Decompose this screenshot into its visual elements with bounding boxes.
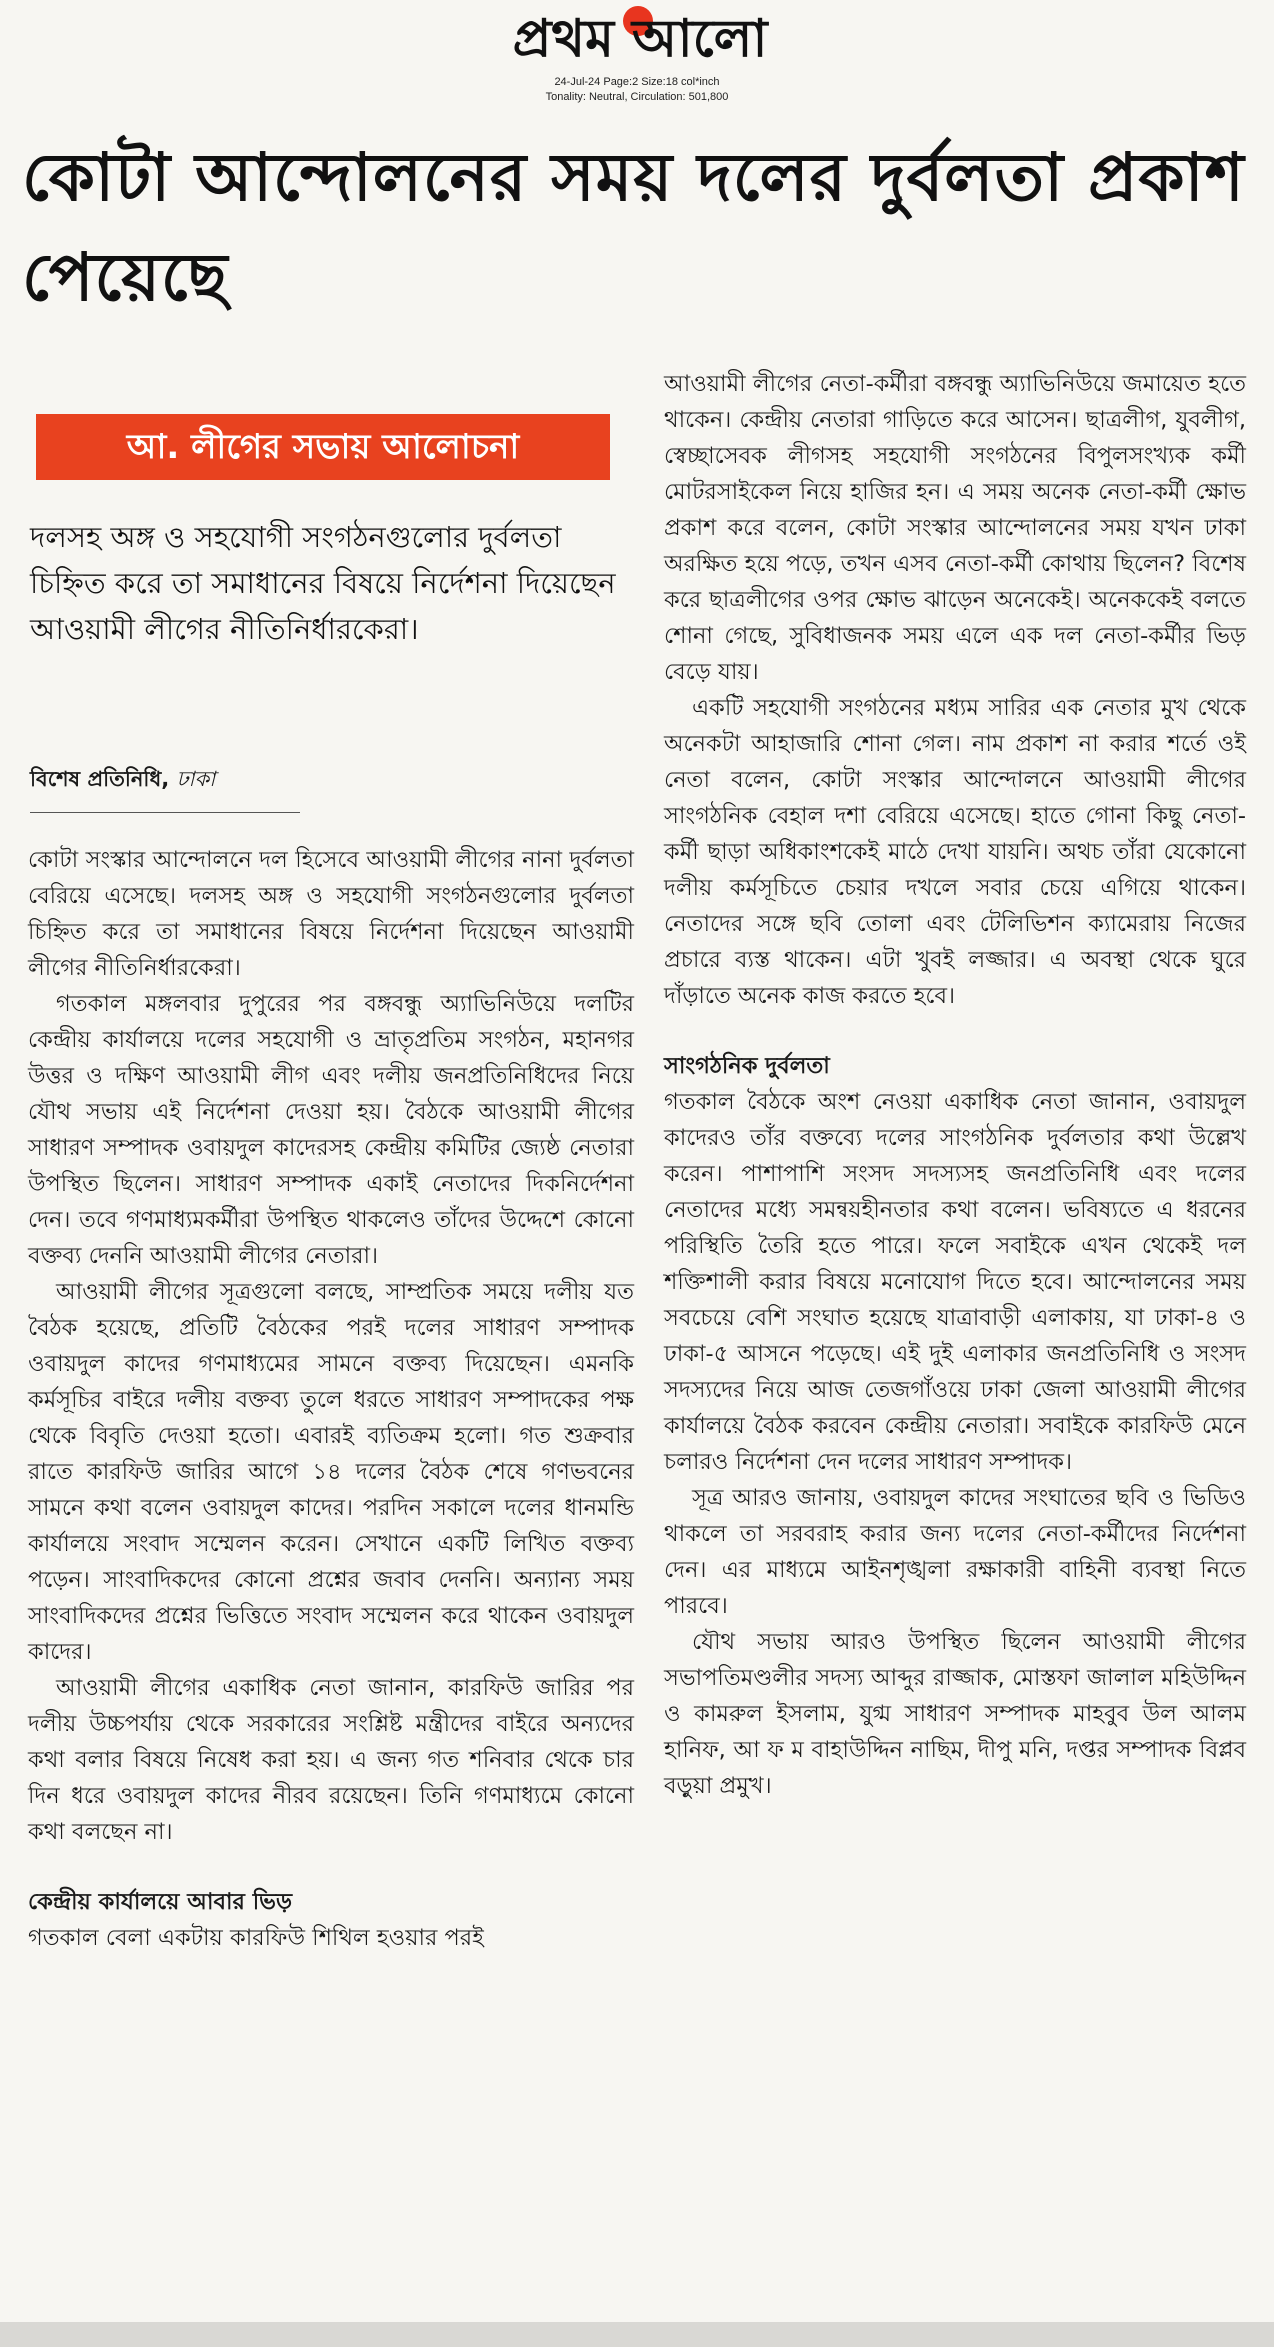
body-paragraph: আওয়ামী লীগের নেতা-কর্মীরা বঙ্গবন্ধু অ্যাভিনিউয়ে জমায়েত হতে থাকেন। কেন্দ্রীয় নেতারা গাড়িতে করে আসেন। ছাত্রলীগ, যুবলীগ, স্বেচ্ছাসেবক লীগসহ সহযোগী সংগঠনের বিপুলসংখ্যক কর্মী মোটরসাইকেল নিয়ে হাজির হন। এ সময় অনেক নেতা-কর্মী ক্ষোভ প্রকাশ করে বলেন, কোটা সংস্কার আন্দোলনের সময় যখন ঢাকা অরক্ষিত হয়ে পড়ে, তখন এসব নেতা-কর্মী কোথায় ছিলেন? বিশেষ করে ছাত্রলীগের ওপর ক্ষোভ ঝাড়েন অনেকেই। অনেককেই বলতে শোনা গেছে, সুবিধাজনক সময় এলে এক দল নেতা-কর্মীর ভিড় বেড়ে যায়। xyxy=(664,371,1246,685)
body-paragraph: গতকাল বেলা একটায় কারফিউ শিথিল হওয়ার পরই xyxy=(28,1925,484,1951)
clipping-meta-line2: Tonality: Neutral, Circulation: 501,800 xyxy=(545,91,729,103)
body-paragraph: সূত্র আরও জানায়, ওবায়দুল কাদের সংঘাতের ছবি ও ভিডিও থাকলে তা সরবরাহ করার জন্য দলের নেতা-কর্মীদের নির্দেশনা দেন। এর মাধ্যমে আইনশৃঙ্খলা রক্ষাকারী বাহিনী ব্যবস্থা নিতে পারবে। xyxy=(664,1485,1246,1619)
byline-location: ঢাকা xyxy=(176,767,216,791)
body-paragraph: একটি সহযোগী সংগঠনের মধ্যম সারির এক নেতার মুখ থেকে অনেকটা আহাজারি শোনা গেল। নাম প্রকাশ না করার শর্তে ওই নেতা বলেন, কোটা সংস্কার আন্দোলনে আওয়ামী লীগের সাংগঠনিক বেহাল দশা বেরিয়ে এসেছে। হাতে গোনা কিছু নেতা-কর্মী ছাড়া অধিকাংশকেই মাঠে দেখা যায়নি। অথচ তাঁরা যেকোনো দলীয় কর্মসূচিতে চেয়ার দখলে সবার চেয়ে এগিয়ে থাকেন। নেতাদের সঙ্গে ছবি তোলা এবং টেলিভিশন ক্যামেরায় নিজের প্রচারে ব্যস্ত থাকেন। এটা খুবই লজ্জার। এ অবস্থা থেকে ঘুরে দাঁড়াতে অনেক কাজ করতে হবে। xyxy=(664,695,1246,1009)
section-subhead: সাংগঠনিক দুর্বলতা xyxy=(664,1053,830,1079)
body-paragraph: যৌথ সভায় আরও উপস্থিত ছিলেন আওয়ামী লীগের সভাপতিমণ্ডলীর সদস্য আব্দুর রাজ্জাক, মোস্তফা জালাল মহিউদ্দিন ও কামরুল ইসলাম, যুগ্ম সাধারণ সম্পাদক মাহবুব উল আলম হানিফ, আ ফ ম বাহাউদ্দিন নাছিম, দীপু মনি, দপ্তর সম্পাদক বিপ্লব বড়ুয়া প্রমুখ। xyxy=(664,1629,1246,1799)
article-headline: কোটা আন্দোলনের সময় দলের দুর্বলতা প্রকাশ পেয়েছে xyxy=(22,139,1245,316)
body-paragraph: গতকাল বৈঠকে অংশ নেওয়া একাধিক নেতা জানান, ওবায়দুল কাদেরও তাঁর বক্তব্যে দলের সাংগঠনিক দুর্বলতার কথা উল্লেখ করেন। পাশাপাশি সংসদ সদস্যসহ জনপ্রতিনিধি এবং দলের নেতাদের মধ্যে সমন্বয়হীনতার কথা বলেন। ভবিষ্যতে এ ধরনের পরিস্থিতি তৈরি হতে পারে। ফলে সবাইকে এখন থেকেই দল শক্তিশালী করার বিষয়ে মনোযোগ দিতে হবে। আন্দোলনের সময় সবচেয়ে বেশি সংঘাত হয়েছে যাত্রাবাড়ী এলাকায়, যা ঢাকা-৪ ও ঢাকা-৫ আসনে পড়েছে। এই দুই এলাকার জনপ্রতিনিধি ও সংসদ সদস্যদের নিয়ে আজ তেজগাঁওয়ে ঢাকা জেলা আওয়ামী লীগের কার্যালয়ে বৈঠক করবেন কেন্দ্রীয় নেতারা। সবাইকে কারফিউ মেনে চলারও নির্দেশনা দেন দলের সাধারণ সম্পাদক। xyxy=(664,1089,1246,1475)
body-paragraph: গতকাল মঙ্গলবার দুপুরের পর বঙ্গবন্ধু অ্যাভিনিউয়ে দলটির কেন্দ্রীয় কার্যালয়ে দলের সহযোগী ও ভ্রাতৃপ্রতিম সংগঠন, মহানগর উত্তর ও দক্ষিণ আওয়ামী লীগ এবং দলীয় জনপ্রতিনিধিদের নিয়ে যৌথ সভায় এই নির্দেশনা দেওয়া হয়। বৈঠকে আওয়ামী লীগের সাধারণ সম্পাদক ওবায়দুল কাদেরসহ কেন্দ্রীয় কমিটির জ্যেষ্ঠ নেতারা উপস্থিত ছিলেন। সাধারণ সম্পাদক একাই নেতাদের দিকনির্দেশনা দেন। তবে গণমাধ্যমকর্মীরা উপস্থিত থাকলেও তাঁদের উদ্দেশে কোনো বক্তব্য দেননি আওয়ামী লীগের নেতারা। xyxy=(28,991,634,1269)
byline xyxy=(30,763,300,813)
clipping-meta-line1: 24-Jul-24 Page:2 Size:18 col*inch xyxy=(554,76,720,88)
newspaper-logo: প্রথম আলো xyxy=(512,8,768,69)
body-paragraph: আওয়ামী লীগের সূত্রগুলো বলছে, সাম্প্রতিক সময়ে দলীয় যত বৈঠক হয়েছে, প্রতিটি বৈঠকের পরই দলের সাধারণ সম্পাদক ওবায়দুল কাদের গণমাধ্যমের সামনে বক্তব্য দিয়েছেন। এমনকি কর্মসূচির বাইরে দলীয় বক্তব্য তুলে ধরতে সাধারণ সম্পাদকের পক্ষ থেকে বিবৃতি দেওয়া হতো। এবারই ব্যতিক্রম হলো। গত শুক্রবার রাতে কারফিউ জারির আগে ১৪ দলের বৈঠক শেষে গণভবনের সামনে কথা বলেন ওবায়দুল কাদের। পরদিন সকালে দলের ধানমন্ডি কার্যালয়ে সংবাদ সম্মেলন করেন। সেখানে একটি লিখিত বক্তব্য পড়েন। সাংবাদিকদের কোনো প্রশ্নের জবাব দেননি। অন্যান্য সময় সাংবাদিকদের প্রশ্নের ভিত্তিতে সংবাদ সম্মেলন করে থাকেন ওবায়দুল কাদের। xyxy=(28,1279,634,1665)
byline-name: বিশেষ প্রতিনিধি, xyxy=(30,767,177,791)
right-column-body xyxy=(664,366,1246,1804)
left-column-body xyxy=(28,842,634,1956)
masthead xyxy=(0,0,1274,110)
body-paragraph: কোটা সংস্কার আন্দোলনে দল হিসেবে আওয়ামী লীগের নানা দুর্বলতা বেরিয়ে এসেছে। দলসহ অঙ্গ ও সহযোগী সংগঠনগুলোর দুর্বলতা চিহ্নিত করে তা সমাধানের বিষয়ে নির্দেশনা দিয়েছেন আওয়ামী লীগের নীতিনির্ধারকেরা। xyxy=(28,847,634,981)
section-subhead: কেন্দ্রীয় কার্যালয়ে আবার ভিড় xyxy=(28,1889,293,1915)
kicker-label: আ. লীগের সভায় আলোচনা xyxy=(36,414,610,480)
page-bottom-border xyxy=(0,2322,1274,2347)
body-paragraph: আওয়ামী লীগের একাধিক নেতা জানান, কারফিউ জারির পর দলীয় উচ্চপর্যায় থেকে সরকারের সংশ্লিষ্ট মন্ত্রীদের বাইরে অন্যদের কথা বলার বিষয়ে নিষেধ করা হয়। এ জন্য গত শনিবার থেকে চার দিন ধরে ওবায়দুল কাদের নীরব রয়েছেন। তিনি গণমাধ্যমে কোনো কথা বলছেন না। xyxy=(28,1675,634,1845)
article-deck: দলসহ অঙ্গ ও সহযোগী সংগঠনগুলোর দুর্বলতা চিহ্নিত করে তা সমাধানের বিষয়ে নির্দেশনা দিয়েছেন আওয়ামী লীগের নীতিনির্ধারকেরা। xyxy=(30,520,616,646)
